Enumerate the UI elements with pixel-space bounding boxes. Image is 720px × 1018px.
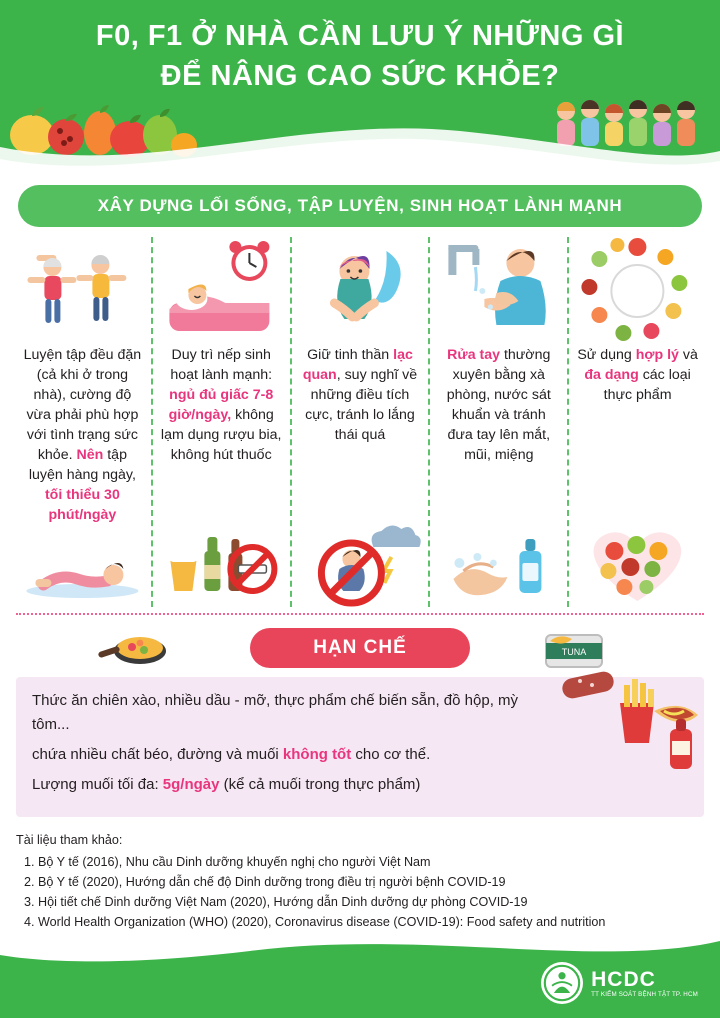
- references-block: [16, 831, 704, 932]
- no-alcohol-smoking-icon: [153, 517, 290, 607]
- junk-food-icon: [558, 659, 708, 779]
- card-exercise: [14, 237, 153, 607]
- card-food-variety-text: [576, 345, 699, 405]
- footer-logo-name: HCDC: [591, 967, 656, 991]
- sleep-icon: [160, 237, 283, 345]
- text-part: thường xuyên bằng xà phòng, nước sát khuẩn và tránh đưa tay lên mắt, mũi, miệng: [446, 347, 551, 463]
- handwash-icon: [437, 237, 560, 345]
- limit-content-box: [16, 677, 704, 817]
- card-handwash: [430, 237, 569, 607]
- footer-banner: [0, 936, 720, 1018]
- text-part: cho cơ thể.: [351, 746, 431, 763]
- reference-item: 3. Hội tiết chế Dinh dưỡng Việt Nam (2020), Hướng dẫn Dinh dưỡng dự phòng COVID-19: [38, 893, 704, 912]
- text-part: , suy nghĩ về những điều tích cực, tránh lo lắng thái quá: [305, 367, 418, 443]
- footer-logo-text: [591, 969, 698, 998]
- text-part: Sử dụng: [577, 347, 636, 363]
- text-part: chứa nhiều chất béo, đường và muối: [32, 746, 283, 763]
- text-part-highlight: Nên: [76, 447, 104, 463]
- section-bar-lifestyle: [18, 185, 702, 227]
- exercise-icon: [21, 237, 144, 345]
- card-food-variety: [569, 237, 706, 607]
- text-part-highlight: hợp lý: [635, 347, 679, 363]
- text-part: Thức ăn chiên xào, nhiều dầu - mỡ, thực phẩm chế biến sẵn, đồ hộp, mỳ tôm...: [32, 692, 519, 733]
- text-part: không lạm dụng rượu bia, không hút thuốc: [160, 407, 282, 463]
- text-part: Luyện tập đều đặn (cả khi ở trong nhà), cường độ vừa phải phù hợp với tình trạng sức khỏe.: [23, 347, 142, 463]
- header-banner: [0, 0, 720, 175]
- text-part-highlight: ngủ đủ giấc 7-8 giờ/ngày,: [168, 387, 274, 423]
- divider-dotted: [16, 613, 704, 615]
- card-optimism-text: [299, 345, 422, 445]
- limit-line-2: [32, 743, 552, 767]
- page-title-line1: F0, F1 Ở NHÀ CẦN LƯU Ý NHỮNG GÌ: [95, 20, 625, 52]
- food-plate-icon: [576, 237, 699, 345]
- limit-line-3: [32, 773, 552, 797]
- text-part-highlight: lạc quan: [302, 347, 413, 383]
- card-sleep-text: [160, 345, 283, 465]
- footer-logo-subtitle: TT KIỂM SOÁT BỆNH TẬT TP. HCM: [591, 990, 698, 998]
- text-part-highlight: đa dạng: [584, 367, 639, 383]
- limit-line-1: [32, 689, 552, 737]
- yoga-icon: [14, 517, 151, 607]
- text-part: Duy trì nếp sinh hoạt lành mạnh:: [170, 347, 273, 383]
- text-part: các loại thực phẩm: [603, 367, 691, 403]
- header-wave-decoration: [0, 107, 720, 175]
- frying-pan-icon: [96, 625, 176, 673]
- text-part: Giữ tinh thần: [307, 347, 394, 363]
- card-sleep: [153, 237, 292, 607]
- text-part-highlight: 5g/ngày: [162, 776, 220, 793]
- text-part-highlight: không tốt: [282, 746, 352, 763]
- text-part: tập luyện hàng ngày,: [28, 447, 136, 483]
- references-title: Tài liệu tham khảo:: [16, 833, 123, 847]
- text-part-highlight: Rửa tay: [447, 347, 501, 363]
- page-title-line2: ĐỂ NÂNG CAO SỨC KHỎE?: [160, 60, 560, 92]
- page-title: [0, 16, 720, 96]
- heart-food-icon: [569, 517, 706, 607]
- reference-item: 1. Bộ Y tế (2016), Nhu cầu Dinh dưỡng khuyến nghị cho người Việt Nam: [38, 853, 704, 872]
- text-part: Lượng muối tối đa:: [32, 776, 163, 793]
- hcdc-logo-icon: [541, 962, 583, 1004]
- svg-text:TUNA: TUNA: [561, 647, 587, 657]
- references-list: [16, 853, 704, 932]
- text-part-highlight: tối thiểu 30 phút/ngày: [44, 487, 120, 523]
- text-part: (kể cả muối trong thực phẩm): [219, 776, 421, 793]
- footer-logo: [541, 962, 698, 1004]
- card-exercise-text: [21, 345, 144, 525]
- lifestyle-cards: [14, 237, 706, 607]
- card-optimism: [292, 237, 431, 607]
- text-part: và: [678, 347, 698, 363]
- limit-pill-label: HẠN CHẾ: [313, 637, 407, 658]
- no-anxiety-icon: [292, 517, 429, 607]
- limit-pill: [250, 628, 470, 668]
- soap-hands-icon: [430, 517, 567, 607]
- reference-item: 4. World Health Organization (WHO) (2020), Coronavirus disease (COVID-19): Food safety and nutrition: [38, 913, 704, 932]
- section-bar-label: XÂY DỰNG LỐI SỐNG, TẬP LUYỆN, SINH HOẠT LÀNH MẠNH: [97, 196, 623, 215]
- meditation-icon: [299, 237, 422, 345]
- card-handwash-text: [437, 345, 560, 465]
- reference-item: 2. Bộ Y tế (2020), Hướng dẫn chế độ Dinh dưỡng trong điều trị người bệnh COVID-19: [38, 873, 704, 892]
